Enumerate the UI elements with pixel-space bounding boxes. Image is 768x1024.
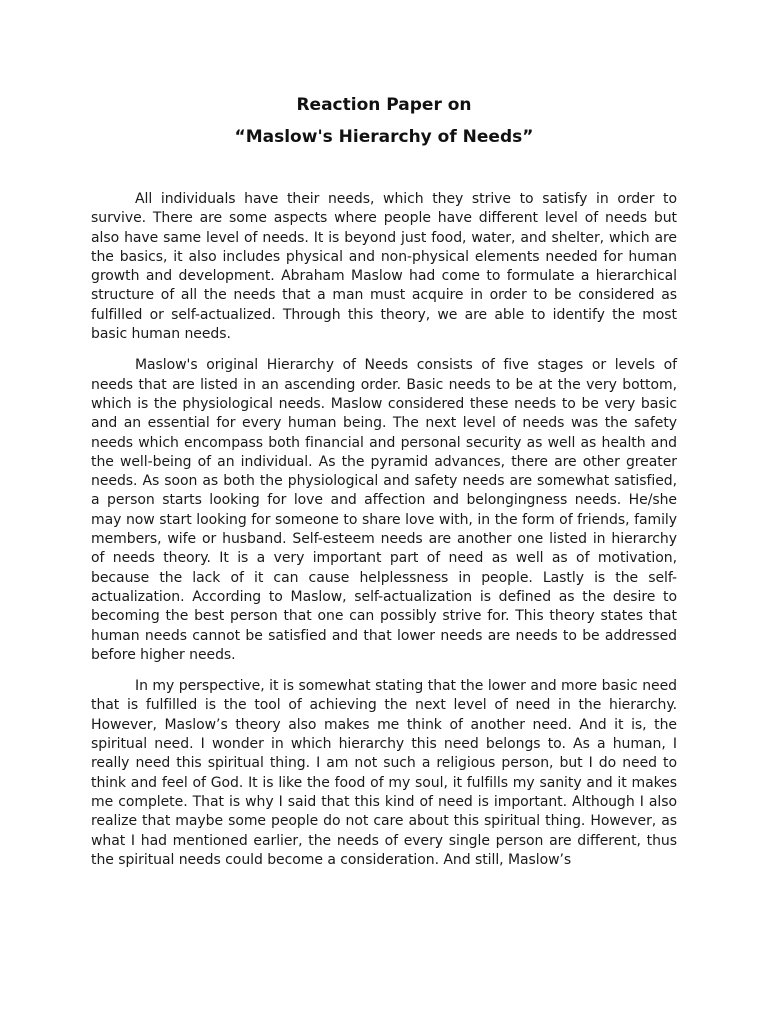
title-line-2: “Maslow's Hierarchy of Needs” — [234, 127, 534, 147]
title-line-1: Reaction Paper on — [296, 95, 472, 115]
paragraph-2: Maslow's original Hierarchy of Needs consists of five stages or levels of needs that are listed in an ascending order. Basic needs to be at the very bottom, which is the physiological needs. Maslow considered these needs to be very basic and an essential for every human being. The next level of needs was the safety needs which encompass both financial and personal security as well as health and the well-being of an individual. As the pyramid advances, there are other greater needs. As soon as both the physiological and safety needs are somewhat satisfied, a person starts looking for love and affection and belongingness needs. He/she may now start looking for someone to share love with, in the form of friends, family members, wife or husband. Self-esteem needs are another one listed in hierarchy of needs theory. It is a very important part of need as well as of motivation, because the lack of it can cause helplessness in people. Lastly is the self-actualization. According to Maslow, self-actualization is defined as the desire to becoming the best person that one can possibly strive for. This theory states that human needs cannot be satisfied and that lower needs are needs to be addressed before higher needs. — [91, 357, 677, 663]
document-title — [0, 92, 768, 150]
document-body — [91, 190, 677, 882]
paragraph-3: In my perspective, it is somewhat stating that the lower and more basic need that is fulfilled is the tool of achieving the next level of need in the hierarchy. However, Maslow’s theory also makes me think of another need. And it is, the spiritual need. I wonder in which hierarchy this need belongs to. As a human, I really need this spiritual thing. I am not such a religious person, but I do need to think and feel of God. It is like the food of my soul, it fulfills my sanity and it makes me complete. That is why I said that this kind of need is important. Although I also realize that maybe some people do not care about this spiritual thing. However, as what I had mentioned earlier, the needs of every single person are different, thus the spiritual needs could become a consideration. And still, Maslow’s — [91, 678, 677, 868]
paragraph-1: All individuals have their needs, which they strive to satisfy in order to survive. There are some aspects where people have different level of needs but also have same level of needs. It is beyond just food, water, and shelter, which are the basics, it also includes physical and non-physical elements needed for human growth and development. Abraham Maslow had come to formulate a hierarchical structure of all the needs that a man must acquire in order to be considered as fulfilled or self-actualized. Through this theory, we are able to identify the most basic human needs. — [91, 191, 677, 343]
